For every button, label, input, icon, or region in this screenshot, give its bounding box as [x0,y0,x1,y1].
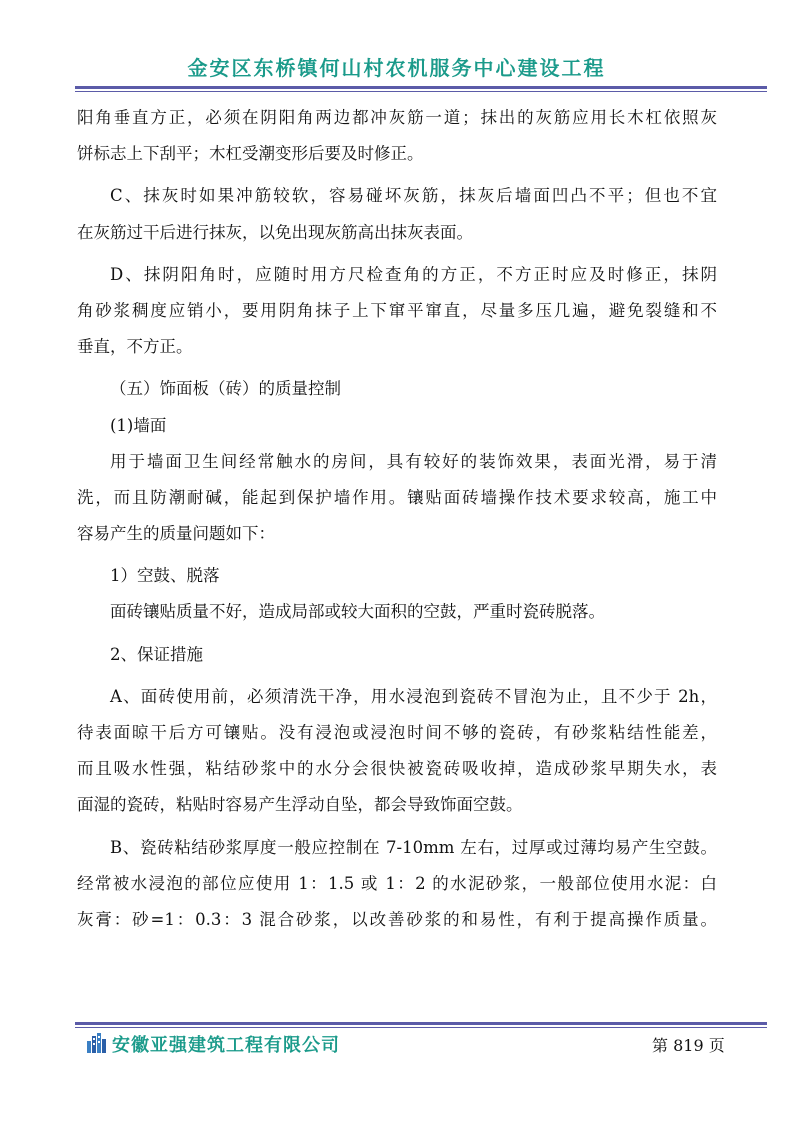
text-line: 垂直，不方正。 [77,337,193,357]
building-logo-icon [86,1033,108,1053]
text-line: 阳角垂直方正，必须在阴阳角两边都冲灰筋一道；抹出的灰筋应用长木杠依照灰 [77,108,717,127]
section-heading: （五）饰面板（砖）的质量控制 [110,379,341,399]
text-line: 容易产生的质量问题如下： [77,524,275,544]
text-line: 灰膏：砂=1：0.3：3 混合砂浆，以改善砂浆的和易性，有利于提高操作质量。 [77,909,717,929]
page-number: 第 819 页 [652,1036,725,1055]
text-line: D、抹阴阳角时，应随时用方尺检查角的方正，不方正时应及时修正，抹阴 [110,264,717,284]
text-line: 在灰筋过干后进行抹灰，以免出现灰筋高出抹灰表面。 [77,222,473,242]
text-line: 面砖镶贴质量不好，造成局部或较大面积的空鼓，严重时瓷砖脱落。 [110,602,605,622]
text-line: 待表面晾干后方可镶贴。没有浸泡或浸泡时间不够的瓷砖，有砂浆粘结性能差， [77,723,717,742]
page-header-title: 金安区东桥镇何山村农机服务中心建设工程 [187,56,606,80]
text-line: 角砂浆稠度应销小，要用阴角抹子上下窜平窜直，尽量多压几遍，避免裂缝和不 [77,300,717,320]
text-line: 而且吸水性强，粘结砂浆中的水分会很快被瓷砖吸收掉，造成砂浆早期失水，表 [77,759,717,779]
item-heading: 2、保证措施 [110,644,203,664]
text-line: 洗，而且防潮耐碱，能起到保护墙作用。镶贴面砖墙操作技术要求较高，施工中 [77,487,717,507]
footer-rule-thick [75,1022,767,1025]
header-rule-thin [75,91,767,92]
text-line: B、瓷砖粘结砂浆厚度一般应控制在 7-10mm 左右，过厚或过薄均易产生空鼓。 [110,837,717,857]
footer-rule-thin [75,1027,767,1028]
text-line: 饼标志上下刮平；木杠受潮变形后要及时修正。 [77,144,424,164]
subsection-heading: (1)墙面 [110,415,167,435]
item-heading: 1）空鼓、脱落 [110,566,220,586]
text-line: 面湿的瓷砖，粘贴时容易产生浮动自坠，都会导致饰面空鼓。 [77,795,523,815]
footer-company-name: 安徽亚强建筑工程有限公司 [112,1035,340,1056]
text-line: 经常被水浸泡的部位应使用 1：1.5 或 1：2 的水泥砂浆，一般部位使用水泥：白 [77,873,717,893]
document-body [77,100,717,938]
text-line: A、面砖使用前，必须清洗干净，用水浸泡到瓷砖不冒泡为止，且不少于 2h， [110,686,717,706]
header-rule-thick [75,86,767,89]
text-line: 用于墙面卫生间经常触水的房间，具有较好的装饰效果，表面光滑，易于清 [110,451,717,471]
text-line: C、抹灰时如果冲筋较软，容易碰坏灰筋，抹灰后墙面凹凸不平；但也不宜 [110,186,717,206]
